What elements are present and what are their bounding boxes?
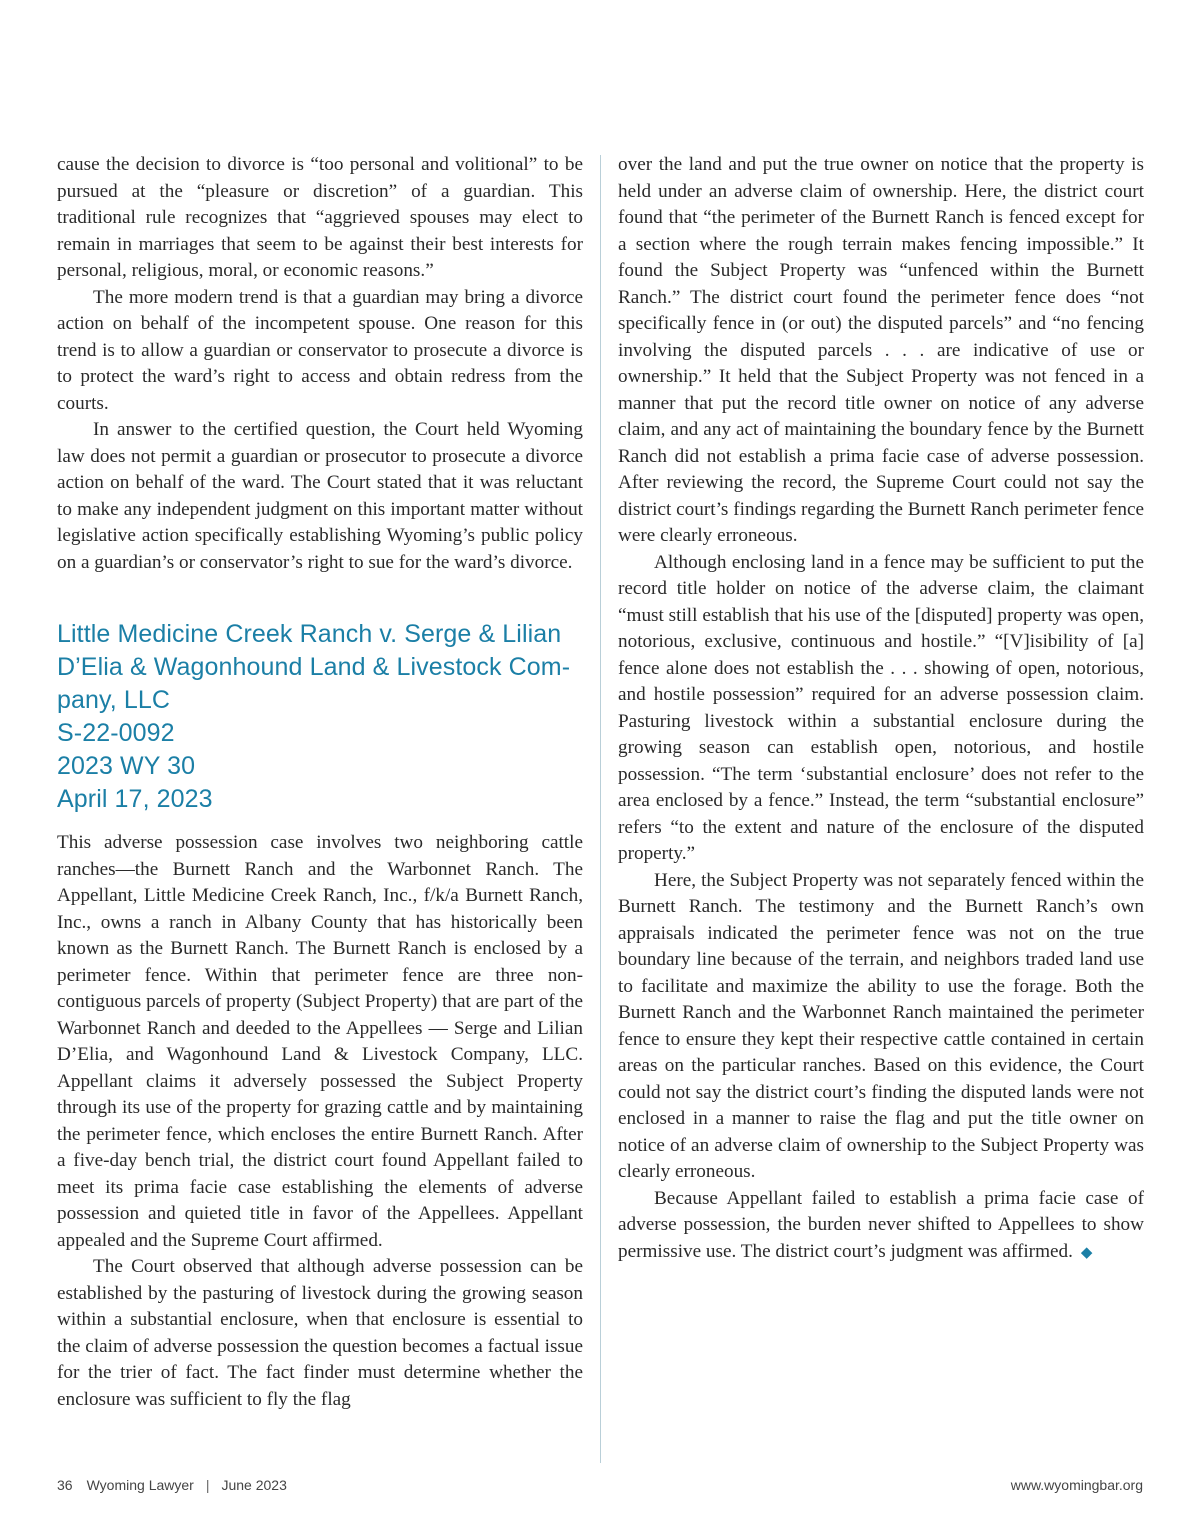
case-citation: 2023 WY 30 bbox=[57, 752, 196, 780]
footer-separator: | bbox=[205, 1477, 210, 1493]
left-column bbox=[57, 152, 583, 1413]
website-link[interactable]: www.wyomingbar.org bbox=[1010, 1477, 1143, 1493]
paragraph bbox=[618, 1186, 1144, 1267]
footer-left bbox=[57, 1477, 287, 1493]
paragraph: Although enclosing land in a fence may be sufficient to put the record title holder on notice of the adverse claim, the claimant “must still establish that his use of the [disputed] property was open, notorious, exclusive, continuous and hostile.” “[V]isibility of [a] fence alone does not establish the . . . showing of open, notorious, and hostile possession” required for an adverse possession claim. Pasturing livestock within a substantial enclosure during the growing season can establish open, notorious, and hostile possession. “The term ‘substantial enclosure’ does not refer to the area enclosed by a fence.” Instead, the term “substantial enclosure” refers “to the extent and nature of the enclosure of the disputed property.” bbox=[618, 551, 1144, 864]
case-date: April 17, 2023 bbox=[57, 785, 213, 813]
paragraph: The more modern trend is that a guardian may bring a divorce action on behalf of the incompetent spouse. One reason for this trend is to allow a guardian or conservator to prosecute a divorce is to protect the ward’s right to access and obtain redress from the courts. bbox=[57, 286, 583, 414]
case-docket: S-22-0092 bbox=[57, 719, 175, 747]
page-number: 36 bbox=[57, 1477, 73, 1493]
paragraph: over the land and put the true owner on notice that the property is held under an adverse claim of ownership. Here, the district court found that “the perimeter of the Burnett Ranch is fenced except for a section where the rough terrain makes fencing impossible.” It found the Subject Property was “unfenced within the Burnett Ranch.” The district court found the perimeter fence does “not specifically fence in (or out) the disputed parcels” and “no fencing involving the disputed parcels . . . are indicative of use or ownership.” It held that the Subject Property was not fenced in a manner that put the record title owner on notice of any adverse claim, and any act of maintaining the boundary fence by the Burnett Ranch did not establish a prima facie case of adverse possession. After reviewing the record, the Supreme Court could not say the district court’s findings regarding the Burnett Ranch perimeter fence were clearly erroneous. bbox=[618, 154, 1144, 546]
right-column bbox=[618, 152, 1144, 1266]
paragraph-text: Because Appellant failed to establish a prima facie case of adverse possession, the burden never shifted to Appellees to show permissive use. The district court’s judgment was affirmed. bbox=[618, 1187, 1144, 1262]
paragraph: cause the decision to divorce is “too personal and volitional” to be pursued at the “pleasure or discretion” of a guardian. This traditional rule recognizes that “aggrieved spouses may elect to remain in marriages that seem to be against their best interests for personal, religious, moral, or economic reasons.” bbox=[57, 154, 583, 281]
end-of-article-icon: ◆ bbox=[1080, 1244, 1093, 1261]
case-title: Little Medicine Creek Ranch v. Serge & Lilian D’Elia & Wagonhound Land & Livestock Company, LLC bbox=[57, 620, 571, 714]
column-divider bbox=[600, 155, 601, 1463]
case-heading bbox=[57, 618, 583, 816]
paragraph: The Court observed that although adverse possession can be established by the pasturing of livestock during the growing season within a substantial enclosure, when that enclosure is essential to the claim of adverse possession the question becomes a factual issue for the trier of fact. The fact finder must determine whether the enclosure was sufficient to fly the flag bbox=[57, 1256, 583, 1410]
publication-name: Wyoming Lawyer bbox=[86, 1477, 194, 1493]
paragraph: Here, the Subject Property was not separately fenced within the Burnett Ranch. The testimony and the Burnett Ranch’s own appraisals indicated the perimeter fence was not on the true boundary line because of the terrain, and neighbors traded land use to facilitate and maximize the ability to use the forage. Both the Burnett Ranch and the Warbonnet Ranch maintained the perimeter fence to ensure they kept their respective cattle contained in certain areas on the particular ranches. Based on this evidence, the Court could not say the district court’s finding the disputed lands were not enclosed in a manner to raise the flag and put the title owner on notice of an adverse claim of ownership to the Subject Property was clearly erroneous. bbox=[618, 869, 1144, 1182]
issue-date: June 2023 bbox=[221, 1477, 287, 1493]
paragraph: In answer to the certified question, the Court held Wyoming law does not permit a guardian or prosecutor to prosecute a divorce action on behalf of the ward. The Court stated that it was reluctant to make any independent judgment on this important matter without legislative action specifically establishing Wyoming’s public policy on a guardian’s or conservator’s right to sue for the ward’s divorce. bbox=[57, 419, 583, 573]
paragraph: This adverse possession case involves two neighboring cattle ranches—the Burnett Ranch and the Warbonnet Ranch. The Appellant, Little Medicine Creek Ranch, Inc., f/k/a Burnett Ranch, Inc., owns a ranch in Albany County that has historically been known as the Burnett Ranch. The Burnett Ranch is enclosed by a perimeter fence. Within that perimeter fence are three non-contiguous parcels of property (Subject Property) that are part of the Warbonnet Ranch and deeded to the Appellees — Serge and Lilian D’Elia, and Wagonhound Land & Livestock Company, LLC. Appellant claims it adversely possessed the Subject Property through its use of the property for grazing cattle and by maintaining the perimeter fence, which encloses the entire Burnett Ranch. After a five-day bench trial, the district court found Appellant failed to meet its prima facie case establishing the elements of adverse possession and quieted title in favor of the Appellees. Appellant appealed and the Supreme Court affirmed. bbox=[57, 832, 583, 1251]
